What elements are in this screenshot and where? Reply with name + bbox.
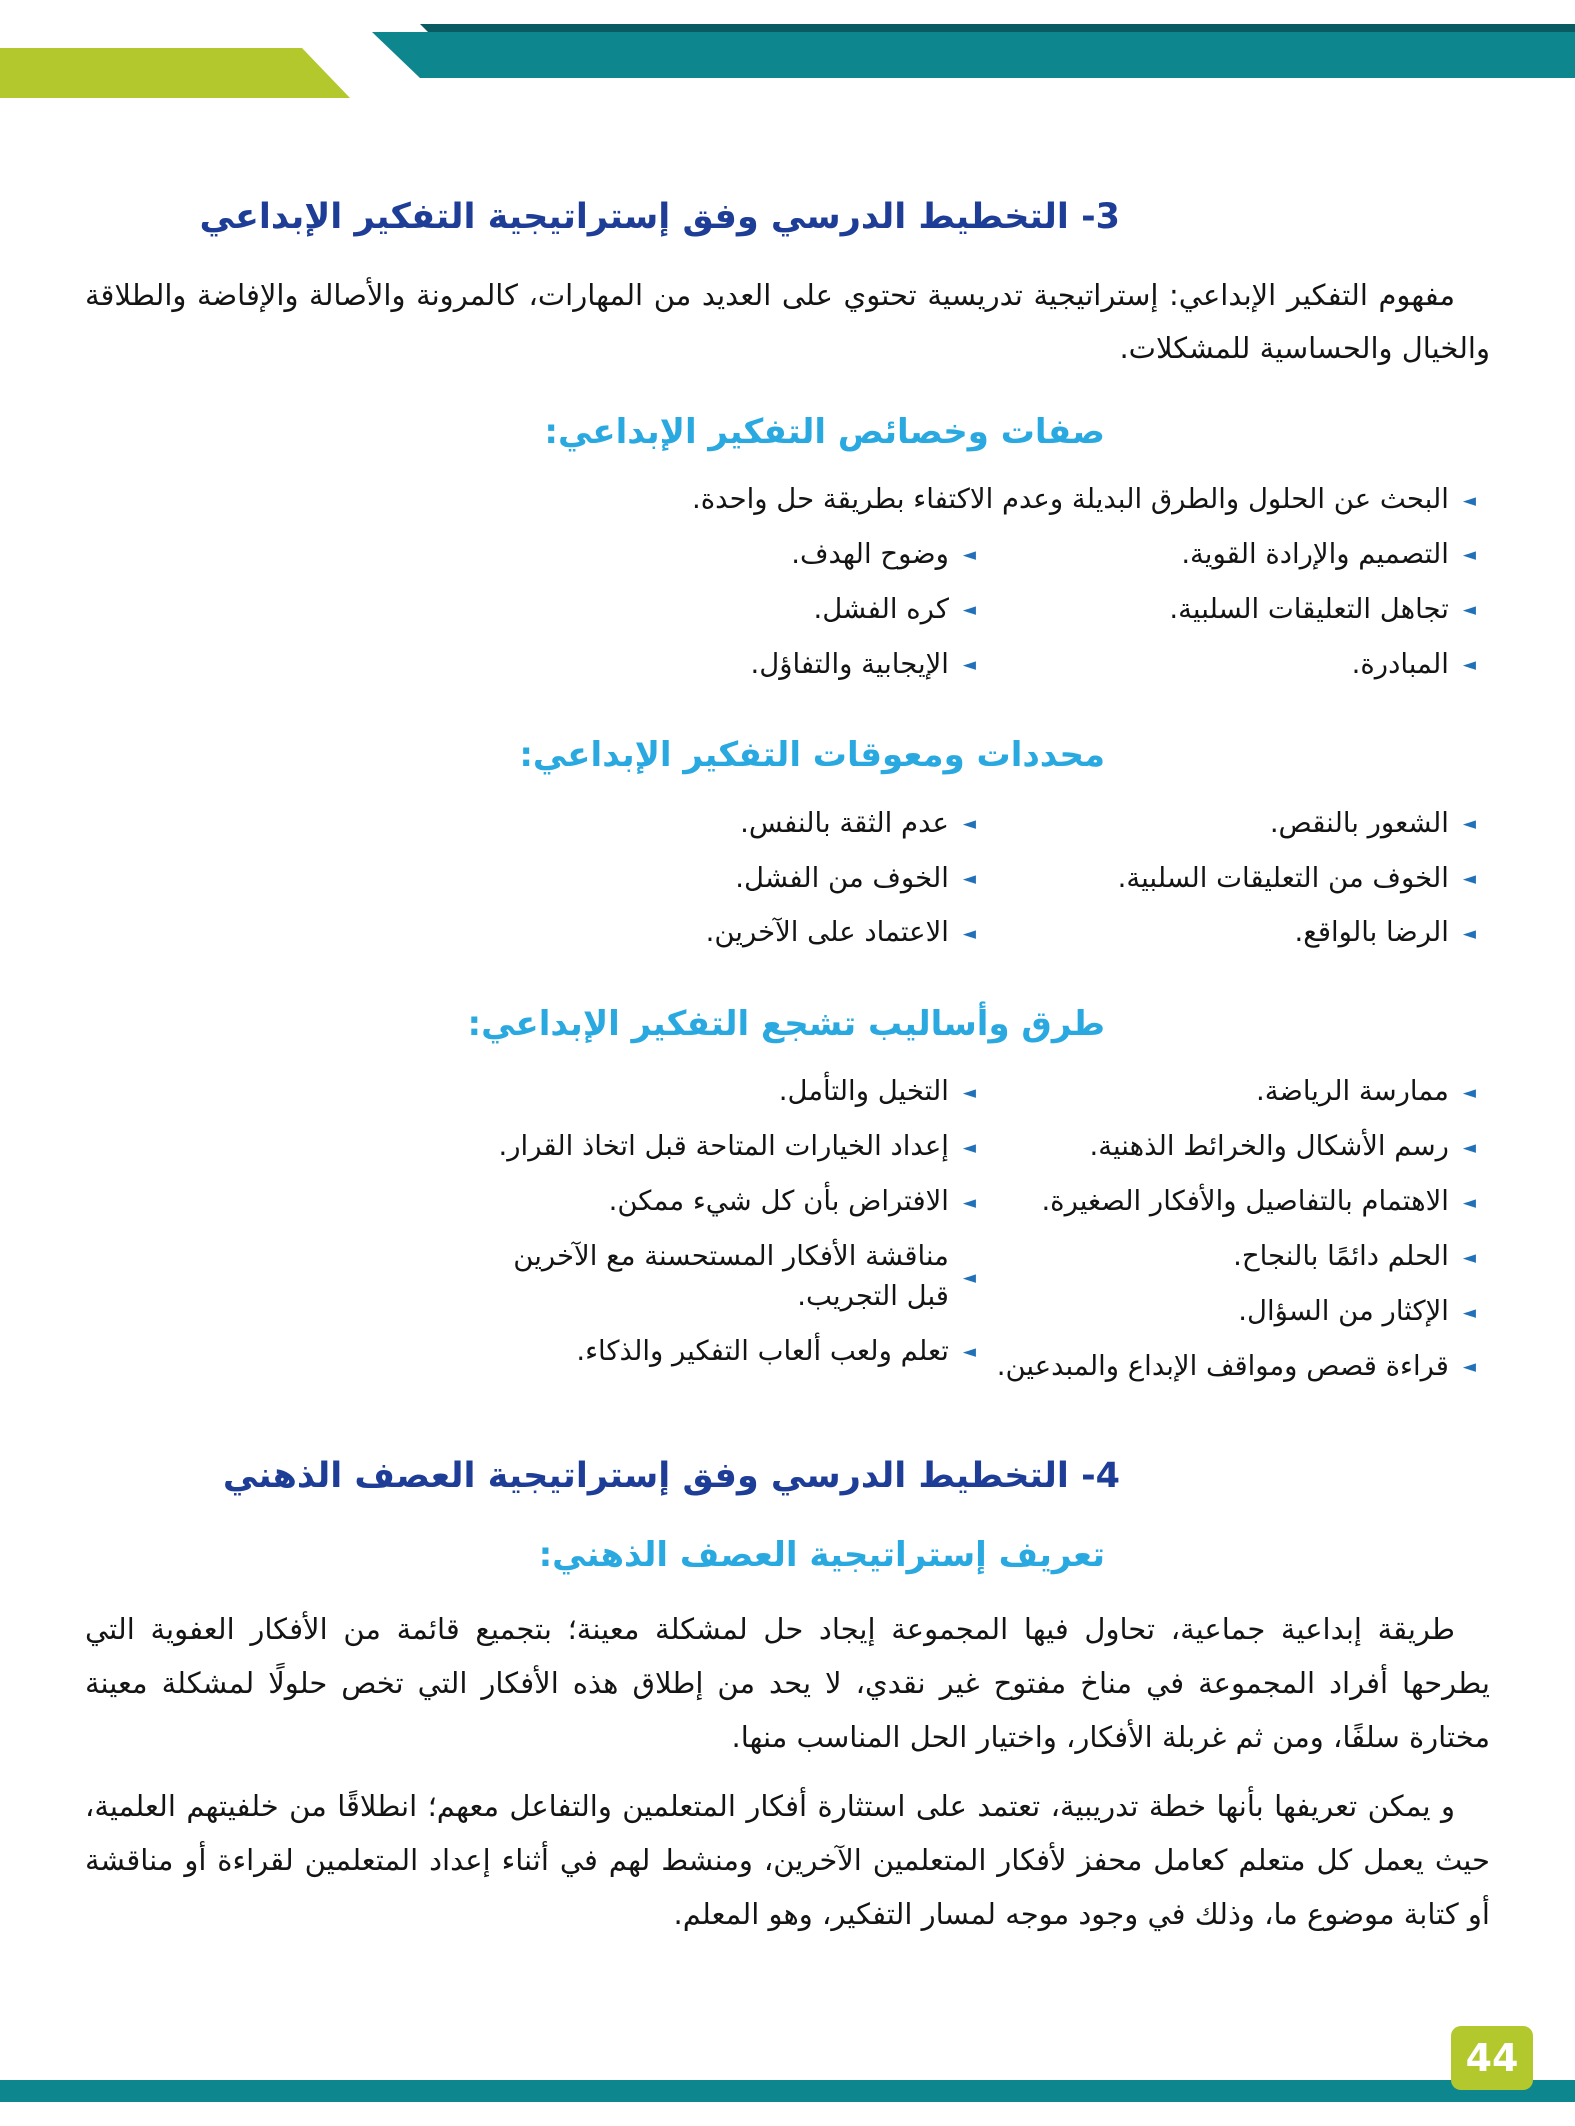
- bullet-arrow-icon: ◄: [1462, 1192, 1476, 1213]
- list-item: [490, 1182, 990, 1222]
- left-column: [490, 535, 990, 700]
- list-item: [990, 1127, 1490, 1167]
- list-item: [490, 480, 1490, 520]
- right-column: [990, 1072, 1490, 1401]
- bullet-arrow-icon: ◄: [1462, 869, 1476, 890]
- list-item-text: ممارسة الرياضة.: [1256, 1075, 1449, 1108]
- list-item: [990, 535, 1490, 575]
- list-item-text: الإكثار من السؤال.: [1238, 1294, 1449, 1327]
- footer-teal-bar: [0, 2080, 1575, 2102]
- list-item-text: تجاهل التعليقات السلبية.: [1169, 592, 1449, 625]
- list-item: [490, 535, 990, 575]
- brainstorm-paragraph-1: طريقة إبداعية جماعية، تحاول فيها المجموعة إيجاد حل لمشكلة معينة؛ بتجميع قائمة من الأفكار العفوية التي يطرحها أفراد المجموعة في مناخ مفتوح غير نقدي، لا يحد من إطلاق هذه الأفكار التي تخص حلولًا لمشكلة معينة مختارة سلفًا، ومن ثم غربلة الأفكار، واختيار الحل المناسب منها.: [85, 1612, 1490, 1754]
- left-column: [490, 1072, 990, 1401]
- two-column-list: [490, 535, 1490, 700]
- subsection-heading-obstacles: محددات ومعوقات التفكير الإبداعي:: [519, 735, 1105, 776]
- subsection-heading-brainstorm-definition: تعريف إستراتيجية العصف الذهني:: [538, 1535, 1105, 1576]
- list-item-text: عدم الثقة بالنفس.: [740, 806, 949, 839]
- subsection-heading-methods: طرق وأساليب تشجع التفكير الإبداعي:: [467, 1004, 1105, 1045]
- section3-intro-paragraph: مفهوم التفكير الإبداعي: إستراتيجية تدريسية تحتوي على العديد من المهارات، كالمرونة والأصالة والإفاضة والطلاقة والخيال والحساسية للمشكلات.: [85, 277, 1490, 366]
- methods-list: [490, 1072, 1490, 1401]
- traits-list: [490, 480, 1490, 700]
- bullet-arrow-icon: ◄: [1462, 1137, 1476, 1158]
- bullet-arrow-icon: ◄: [962, 1137, 976, 1158]
- list-item: [990, 1072, 1490, 1112]
- list-item: [490, 1127, 990, 1167]
- page-number-badge: [1451, 2026, 1533, 2090]
- right-column: [990, 535, 1490, 700]
- list-item-text: مناقشة الأفكار المستحسنة مع الآخرين قبل التجريب.: [513, 1240, 949, 1312]
- list-item: [490, 1072, 990, 1112]
- bullet-arrow-icon: ◄: [962, 545, 976, 566]
- list-item-text: الاهتمام بالتفاصيل والأفكار الصغيرة.: [1041, 1185, 1449, 1218]
- bullet-arrow-icon: ◄: [1462, 924, 1476, 945]
- bullet-arrow-icon: ◄: [962, 924, 976, 945]
- list-item: [490, 590, 990, 630]
- bullet-arrow-icon: ◄: [1462, 1083, 1476, 1104]
- bullet-arrow-icon: ◄: [962, 1267, 976, 1288]
- bullet-arrow-icon: ◄: [962, 814, 976, 835]
- list-item: [990, 645, 1490, 685]
- list-item-text: البحث عن الحلول والطرق البديلة وعدم الاكتفاء بطريقة حل واحدة.: [692, 482, 1449, 515]
- list-item-text: الرضا بالواقع.: [1294, 916, 1449, 949]
- list-item-text: الافتراض بأن كل شيء ممكن.: [608, 1185, 949, 1218]
- list-item-text: إعداد الخيارات المتاحة قبل اتخاذ القرار.: [498, 1130, 949, 1163]
- list-item-text: الخوف من الفشل.: [735, 861, 949, 894]
- list-item-text: كره الفشل.: [813, 592, 949, 625]
- list-item-text: التخيل والتأمل.: [778, 1075, 949, 1108]
- bullet-arrow-icon: ◄: [962, 655, 976, 676]
- right-column: [990, 804, 1490, 969]
- section3-title: 3- التخطيط الدرسي وفق إستراتيجية التفكير الإبداعي: [199, 197, 1120, 237]
- list-item: [990, 804, 1490, 844]
- bullet-arrow-icon: ◄: [1462, 1247, 1476, 1268]
- list-item: [990, 913, 1490, 953]
- bullet-arrow-icon: ◄: [1462, 814, 1476, 835]
- bullet-arrow-icon: ◄: [1462, 1302, 1476, 1323]
- bullet-arrow-icon: ◄: [962, 1083, 976, 1104]
- list-item: [990, 1292, 1490, 1332]
- page-number: 44: [1465, 2036, 1519, 2080]
- left-column: [490, 804, 990, 969]
- bullet-arrow-icon: ◄: [962, 869, 976, 890]
- bullet-arrow-icon: ◄: [1462, 545, 1476, 566]
- bullet-arrow-icon: ◄: [1462, 600, 1476, 621]
- brainstorm-paragraph-2: و يمكن تعريفها بأنها خطة تدريبية، تعتمد على استثارة أفكار المتعلمين والتفاعل معهم؛ انطلاقًا من خلفيتهم العلمية، حيث يعمل كل متعلم كعامل محفز لأفكار المتعلمين الآخرين، ومنشط لهم في أثناء إعداد المتعلمين لقراءة أو مناقشة أو كتابة موضوع ما، وذلك في وجود موجه لمسار التفكير، وهو المعلم.: [85, 1789, 1490, 1931]
- bullet-arrow-icon: ◄: [962, 1342, 976, 1363]
- bullet-arrow-icon: ◄: [1462, 490, 1476, 511]
- list-item-text: تعلم ولعب ألعاب التفكير والذكاء.: [576, 1334, 949, 1367]
- list-item: [990, 1182, 1490, 1222]
- list-item-text: الإيجابية والتفاؤل.: [750, 647, 949, 680]
- list-item-text: المبادرة.: [1351, 647, 1449, 680]
- list-item: [490, 804, 990, 844]
- list-item: [990, 590, 1490, 630]
- list-item: [490, 1332, 990, 1372]
- list-item: [990, 1347, 1490, 1387]
- bullet-arrow-icon: ◄: [962, 1192, 976, 1213]
- list-item-text: وضوح الهدف.: [791, 537, 949, 570]
- obstacles-list: [490, 804, 1490, 969]
- list-item-text: الخوف من التعليقات السلبية.: [1117, 861, 1449, 894]
- list-item: [990, 859, 1490, 899]
- list-item: [490, 913, 990, 953]
- list-item-text: الحلم دائمًا بالنجاح.: [1233, 1240, 1449, 1273]
- bullet-arrow-icon: ◄: [1462, 655, 1476, 676]
- bullet-arrow-icon: ◄: [1462, 1357, 1476, 1378]
- subsection-heading-traits: صفات وخصائص التفكير الإبداعي:: [544, 411, 1105, 452]
- two-column-list: [490, 804, 1490, 969]
- bullet-arrow-icon: ◄: [962, 600, 976, 621]
- list-item-text: قراءة قصص ومواقف الإبداع والمبدعين.: [996, 1349, 1449, 1382]
- list-item: [490, 859, 990, 899]
- list-item-text: التصميم والإرادة القوية.: [1181, 537, 1449, 570]
- list-item-text: رسم الأشكال والخرائط الذهنية.: [1089, 1130, 1449, 1163]
- section4-title: 4- التخطيط الدرسي وفق إستراتيجية العصف الذهني: [222, 1455, 1120, 1496]
- list-item: [490, 1237, 990, 1317]
- two-column-list: [490, 1072, 1490, 1401]
- list-item: [490, 645, 990, 685]
- list-item-text: الاعتماد على الآخرين.: [705, 916, 949, 949]
- list-item: [990, 1237, 1490, 1277]
- list-item-text: الشعور بالنقص.: [1269, 806, 1449, 839]
